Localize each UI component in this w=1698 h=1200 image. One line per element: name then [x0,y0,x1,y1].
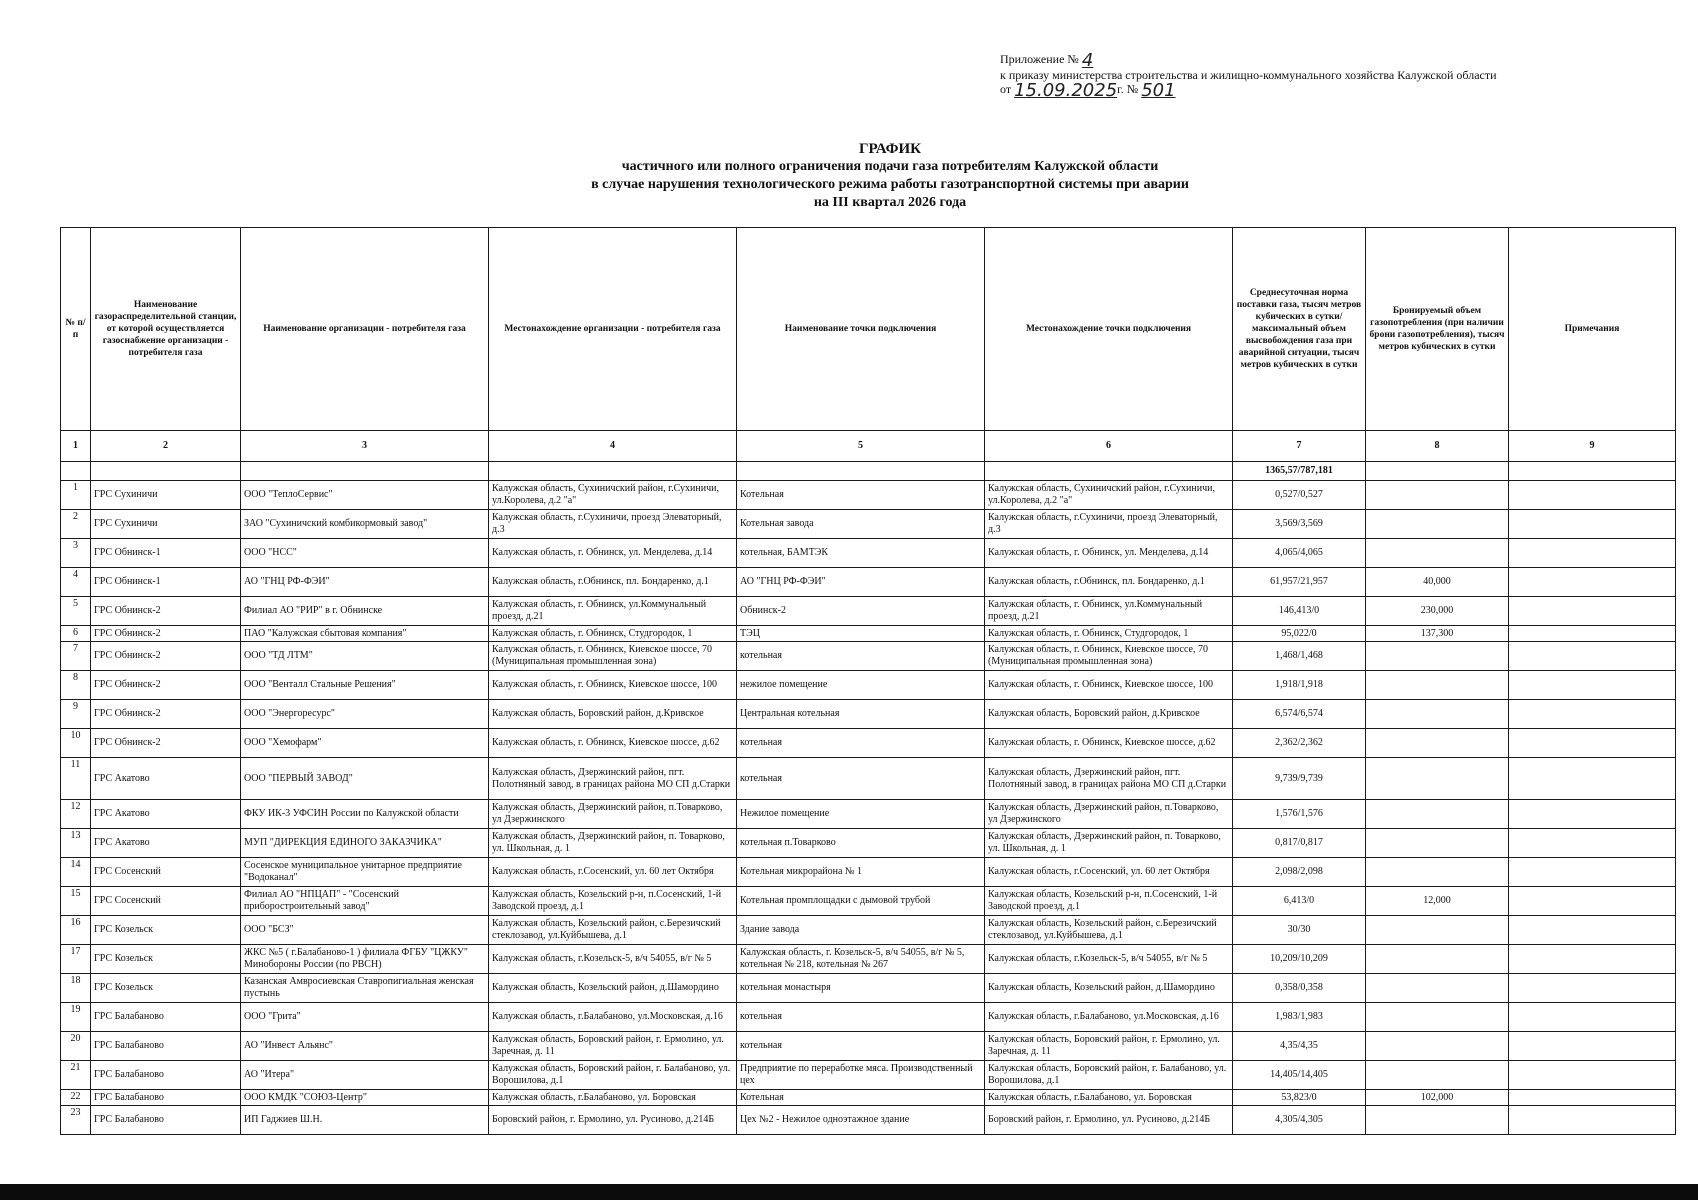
header-cell: Среднесуточная норма поставки газа, тысяч метров кубических в сутки/максимальный объем высвобождения газа при аварийной ситуации, тысяч метров кубических в сутки [1233,228,1366,431]
header-cell: Бронируемый объем газопотребления (при наличии брони газопотребления), тысяч метров кубических в сутки [1366,228,1509,431]
column-number: 4 [489,431,737,462]
title-main: ГРАФИК [858,141,922,157]
connection-point-cell: Котельная [737,1090,985,1106]
connection-point-cell: котельная, БАМТЭК [737,539,985,568]
organization-cell: ООО "Энергоресурс" [241,700,489,729]
row-number: 14 [61,858,91,887]
table-row [61,510,1676,539]
connection-point-cell: нежилое помещение [737,671,985,700]
reserved-volume-cell [1366,1032,1509,1061]
norm-cell: 2,098/2,098 [1233,858,1366,887]
connection-point-cell: котельная [737,729,985,758]
row-number: 3 [61,539,91,568]
norm-cell: 6,574/6,574 [1233,700,1366,729]
reserved-volume-cell [1366,671,1509,700]
header-cell: Наименование организации - потребителя газа [241,228,489,431]
note-cell [1509,916,1676,945]
org-location-cell: Калужская область, г. Обнинск, ул. Менделева, д.14 [489,539,737,568]
org-location-cell: Калужская область, г.Козельск-5, в/ч 54055, в/г № 5 [489,945,737,974]
point-location-cell: Калужская область, Боровский район, г. Балабаново, ул. Ворошилова, д.1 [985,1061,1233,1090]
reserved-volume-cell [1366,539,1509,568]
station-cell: ГРС Сосенский [91,887,241,916]
organization-cell: ЖКС №5 ( г.Балабаново-1 ) филиала ФГБУ "ЦЖКУ" Минобороны России (по РВСН) [241,945,489,974]
connection-point-cell: Котельная завода [737,510,985,539]
header-cell: Наименование газораспределительной станции, от которой осуществляется газоснабжение организации - потребителя газа [91,228,241,431]
column-number: 5 [737,431,985,462]
table-row [61,1003,1676,1032]
point-location-cell: Калужская область, г. Обнинск, Киевское шоссе, 100 [985,671,1233,700]
point-location-cell: Калужская область, г.Балабаново, ул.Московская, д.16 [985,1003,1233,1032]
norm-cell: 0,817/0,817 [1233,829,1366,858]
station-cell: ГРС Сухиничи [91,510,241,539]
reserved-volume-cell: 102,000 [1366,1090,1509,1106]
norm-cell: 0,527/0,527 [1233,481,1366,510]
empty-cell [1509,462,1676,481]
row-number: 11 [61,758,91,800]
organization-cell: ООО КМДК "СОЮЗ-Центр" [241,1090,489,1106]
appendix-line-3 [1000,80,1560,101]
appendix-label: Приложение № [1000,52,1079,66]
table-row [61,758,1676,800]
note-cell [1509,1106,1676,1135]
table-row [61,1090,1676,1106]
table-row [61,800,1676,829]
note-cell [1509,510,1676,539]
organization-cell: ООО "ТеплоСервис" [241,481,489,510]
station-cell: ГРС Козельск [91,916,241,945]
date-prefix: от [1000,82,1012,96]
organization-cell: ПАО "Калужская сбытовая компания" [241,626,489,642]
org-location-cell: Калужская область, Сухиничский район, г.Сухиничи, ул.Королева, д.2 "а" [489,481,737,510]
point-location-cell: Калужская область, г. Обнинск, ул. Менделева, д.14 [985,539,1233,568]
norm-cell: 14,405/14,405 [1233,1061,1366,1090]
connection-point-cell: котельная [737,758,985,800]
station-cell: ГРС Обнинск-2 [91,626,241,642]
header-cell: Примечания [1509,228,1676,431]
point-location-cell: Калужская область, г.Козельск-5, в/ч 54055, в/г № 5 [985,945,1233,974]
station-cell: ГРС Обнинск-1 [91,568,241,597]
reserved-volume-cell [1366,758,1509,800]
norm-cell: 1,468/1,468 [1233,642,1366,671]
point-location-cell: Калужская область, Козельский р-н, п.Сосенский, 1-й Заводской проезд, д.1 [985,887,1233,916]
table-row [61,729,1676,758]
station-cell: ГРС Обнинск-2 [91,671,241,700]
org-location-cell: Калужская область, Боровский район, г. Ермолино, ул. Заречная, д. 11 [489,1032,737,1061]
row-number: 21 [61,1061,91,1090]
org-location-cell: Калужская область, г. Обнинск, Киевское шоссе, д.62 [489,729,737,758]
row-number: 4 [61,568,91,597]
org-location-cell: Калужская область, Козельский район, д.Шамордино [489,974,737,1003]
organization-cell: ООО "ПЕРВЫЙ ЗАВОД" [241,758,489,800]
station-cell: ГРС Обнинск-2 [91,700,241,729]
note-cell [1509,539,1676,568]
column-number: 7 [1233,431,1366,462]
norm-cell: 61,957/21,957 [1233,568,1366,597]
point-location-cell: Калужская область, г.Сухиничи, проезд Элеваторный, д.3 [985,510,1233,539]
table-row [61,829,1676,858]
station-cell: ГРС Обнинск-1 [91,539,241,568]
table-row [61,858,1676,887]
organization-cell: Казанская Амвросиевская Ставропигиальная женская пустынь [241,974,489,1003]
document-title [0,140,1698,212]
connection-point-cell: Центральная котельная [737,700,985,729]
reserved-volume-cell: 230,000 [1366,597,1509,626]
appendix-block [1000,50,1560,101]
note-cell [1509,700,1676,729]
station-cell: ГРС Козельск [91,945,241,974]
reserved-volume-cell [1366,1003,1509,1032]
appendix-line-1 [1000,50,1560,71]
organization-cell: ООО "Грита" [241,1003,489,1032]
reserved-volume-cell: 137,300 [1366,626,1509,642]
scan-bottom-edge [0,1184,1698,1200]
row-number: 20 [61,1032,91,1061]
station-cell: ГРС Сосенский [91,858,241,887]
connection-point-cell: Котельная промплощадки с дымовой трубой [737,887,985,916]
org-location-cell: Калужская область, г.Сухиничи, проезд Элеваторный, д.3 [489,510,737,539]
org-location-cell: Калужская область, Боровский район, г. Балабаново, ул. Ворошилова, д.1 [489,1061,737,1090]
org-location-cell: Калужская область, г. Обнинск, Студгородок, 1 [489,626,737,642]
column-number-row [61,431,1676,462]
empty-cell [91,462,241,481]
norm-cell: 1,576/1,576 [1233,800,1366,829]
note-cell [1509,1061,1676,1090]
note-cell [1509,671,1676,700]
reserved-volume-cell: 40,000 [1366,568,1509,597]
point-location-cell: Калужская область, Дзержинский район, п.Товарково, ул Дзержинского [985,800,1233,829]
total-row [61,462,1676,481]
norm-cell: 9,739/9,739 [1233,758,1366,800]
table-row [61,626,1676,642]
organization-cell: Филиал АО "РИР" в г. Обнинске [241,597,489,626]
table-row [61,671,1676,700]
row-number: 23 [61,1106,91,1135]
org-location-cell: Калужская область, Дзержинский район, пгт. Полотняный завод, в границах района МО СП д.Старки [489,758,737,800]
reserved-volume-cell [1366,729,1509,758]
reserved-volume-cell [1366,829,1509,858]
norm-cell: 4,35/4,35 [1233,1032,1366,1061]
organization-cell: МУП "ДИРЕКЦИЯ ЕДИНОГО ЗАКАЗЧИКА" [241,829,489,858]
reserved-volume-cell [1366,945,1509,974]
table-row [61,1032,1676,1061]
column-number: 1 [61,431,91,462]
note-cell [1509,858,1676,887]
table-row [61,945,1676,974]
organization-cell: АО "Итера" [241,1061,489,1090]
connection-point-cell: котельная [737,1003,985,1032]
note-cell [1509,597,1676,626]
org-location-cell: Калужская область, г.Сосенский, ул. 60 лет Октября [489,858,737,887]
norm-cell: 95,022/0 [1233,626,1366,642]
header-cell: Местонахождение организации - потребителя газа [489,228,737,431]
norm-cell: 10,209/10,209 [1233,945,1366,974]
norm-cell: 53,823/0 [1233,1090,1366,1106]
appendix-line-2: к приказу министерства строительства и жилищно-коммунального хозяйства Калужской области [1000,68,1497,82]
connection-point-cell: Нежилое помещение [737,800,985,829]
note-cell [1509,945,1676,974]
point-location-cell: Калужская область, Боровский район, д.Кривское [985,700,1233,729]
title-line-3: на III квартал 2026 года [813,195,967,210]
connection-point-cell: котельная монастыря [737,974,985,1003]
norm-cell: 3,569/3,569 [1233,510,1366,539]
organization-cell: АО "ГНЦ РФ-ФЭИ" [241,568,489,597]
column-number: 3 [241,431,489,462]
appendix-number: 4 [1081,50,1094,71]
note-cell [1509,481,1676,510]
norm-cell: 2,362/2,362 [1233,729,1366,758]
organization-cell: ИП Гаджиев Ш.Н. [241,1106,489,1135]
reserved-volume-cell: 12,000 [1366,887,1509,916]
row-number: 17 [61,945,91,974]
station-cell: ГРС Козельск [91,974,241,1003]
organization-cell: ООО "НСС" [241,539,489,568]
table-row [61,974,1676,1003]
table-row [61,539,1676,568]
table-row [61,1106,1676,1135]
organization-cell: Сосенское муниципальное унитарное предприятие "Водоканал" [241,858,489,887]
reserved-volume-cell [1366,1106,1509,1135]
point-location-cell: Калужская область, г.Балабаново, ул. Боровская [985,1090,1233,1106]
norm-cell: 1,918/1,918 [1233,671,1366,700]
row-number: 9 [61,700,91,729]
reserved-volume-cell [1366,1061,1509,1090]
note-cell [1509,626,1676,642]
point-location-cell: Калужская область, г.Сосенский, ул. 60 лет Октября [985,858,1233,887]
note-cell [1509,568,1676,597]
row-number: 5 [61,597,91,626]
note-cell [1509,974,1676,1003]
empty-cell [737,462,985,481]
connection-point-cell: Предприятие по переработке мяса. Производственный цех [737,1061,985,1090]
header-cell: Местонахождение точки подключения [985,228,1233,431]
title-line-1: частичного или полного ограничения подачи газа потребителям Калужской области [621,159,1159,174]
header-cell: Наименование точки подключения [737,228,985,431]
organization-cell: Филиал АО "НПЦАП" - "Сосенский приборостроительный завод" [241,887,489,916]
column-number: 8 [1366,431,1509,462]
connection-point-cell: АО "ГНЦ РФ-ФЭИ" [737,568,985,597]
row-number: 22 [61,1090,91,1106]
table-row [61,700,1676,729]
station-cell: ГРС Акатово [91,829,241,858]
organization-cell: ООО "Хемофарм" [241,729,489,758]
empty-cell [489,462,737,481]
point-location-cell: Калужская область, г. Обнинск, Киевское шоссе, д.62 [985,729,1233,758]
order-number-prefix: г. № [1117,82,1139,96]
row-number: 15 [61,887,91,916]
org-location-cell: Калужская область, г.Балабаново, ул. Боровская [489,1090,737,1106]
row-number: 16 [61,916,91,945]
table-row [61,568,1676,597]
norm-cell: 146,413/0 [1233,597,1366,626]
org-location-cell: Калужская область, Козельский район, с.Березичский стеклозавод, ул.Куйбышева, д.1 [489,916,737,945]
org-location-cell: Калужская область, г.Обнинск, пл. Бондаренко, д.1 [489,568,737,597]
note-cell [1509,1032,1676,1061]
connection-point-cell: Котельная [737,481,985,510]
connection-point-cell: Здание завода [737,916,985,945]
org-location-cell: Калужская область, г. Обнинск, Киевское шоссе, 70 (Муниципальная промышленная зона) [489,642,737,671]
point-location-cell: Калужская область, Сухиничский район, г.Сухиничи, ул.Королева, д.2 "а" [985,481,1233,510]
organization-cell: ФКУ ИК-3 УФСИН России по Калужской области [241,800,489,829]
organization-cell: ООО "Венталл Стальные Решения" [241,671,489,700]
org-location-cell: Калужская область, Дзержинский район, п.Товарково, ул Дзержинского [489,800,737,829]
row-number: 8 [61,671,91,700]
point-location-cell: Калужская область, Козельский район, д.Шамордино [985,974,1233,1003]
empty-cell [241,462,489,481]
header-row [61,228,1676,431]
connection-point-cell: котельная [737,642,985,671]
reserved-volume-cell [1366,481,1509,510]
table-row [61,1061,1676,1090]
empty-cell [61,462,91,481]
note-cell [1509,642,1676,671]
norm-cell: 4,065/4,065 [1233,539,1366,568]
org-location-cell: Боровский район, г. Ермолино, ул. Русиново, д.214Б [489,1106,737,1135]
row-number: 2 [61,510,91,539]
row-number: 12 [61,800,91,829]
organization-cell: ООО "БСЗ" [241,916,489,945]
note-cell [1509,1090,1676,1106]
note-cell [1509,829,1676,858]
point-location-cell: Калужская область, Дзержинский район, п. Товарково, ул. Школьная, д. 1 [985,829,1233,858]
station-cell: ГРС Акатово [91,758,241,800]
norm-cell: 0,358/0,358 [1233,974,1366,1003]
org-location-cell: Калужская область, г. Обнинск, ул.Коммунальный проезд, д.21 [489,597,737,626]
station-cell: ГРС Обнинск-2 [91,642,241,671]
note-cell [1509,887,1676,916]
reserved-volume-cell [1366,510,1509,539]
org-location-cell: Калужская область, Боровский район, д.Кривское [489,700,737,729]
table-row [61,887,1676,916]
point-location-cell: Калужская область, г. Обнинск, Киевское шоссе, 70 (Муниципальная промышленная зона) [985,642,1233,671]
norm-cell: 4,305/4,305 [1233,1106,1366,1135]
point-location-cell: Калужская область, Козельский район, с.Березичский стеклозавод, ул.Куйбышева, д.1 [985,916,1233,945]
empty-cell [1366,462,1509,481]
order-number: 501 [1141,80,1176,101]
reserved-volume-cell [1366,858,1509,887]
station-cell: ГРС Балабаново [91,1090,241,1106]
point-location-cell: Калужская область, г. Обнинск, Студгородок, 1 [985,626,1233,642]
connection-point-cell: Калужская область, г. Козельск-5, в/ч 54055, в/г № 5, котельная № 218, котельная № 267 [737,945,985,974]
row-number: 18 [61,974,91,1003]
note-cell [1509,729,1676,758]
connection-point-cell: Котельная микрорайона № 1 [737,858,985,887]
empty-cell [985,462,1233,481]
note-cell [1509,758,1676,800]
row-number: 19 [61,1003,91,1032]
point-location-cell: Калужская область, г. Обнинск, ул.Коммунальный проезд, д.21 [985,597,1233,626]
organization-cell: ЗАО "Сухиничский комбикормовый завод" [241,510,489,539]
row-number: 13 [61,829,91,858]
org-location-cell: Калужская область, Дзержинский район, п. Товарково, ул. Школьная, д. 1 [489,829,737,858]
org-location-cell: Калужская область, г.Балабаново, ул.Московская, д.16 [489,1003,737,1032]
organization-cell: ООО "ТД ЛТМ" [241,642,489,671]
norm-cell: 1,983/1,983 [1233,1003,1366,1032]
reserved-volume-cell [1366,974,1509,1003]
table-row [61,642,1676,671]
reserved-volume-cell [1366,916,1509,945]
point-location-cell: Боровский район, г. Ермолино, ул. Русиново, д.214Б [985,1106,1233,1135]
column-number: 9 [1509,431,1676,462]
station-cell: ГРС Балабаново [91,1032,241,1061]
org-location-cell: Калужская область, Козельский р-н, п.Сосенский, 1-й Заводской проезд, д.1 [489,887,737,916]
note-cell [1509,1003,1676,1032]
table-row [61,597,1676,626]
row-number: 6 [61,626,91,642]
reserved-volume-cell [1366,642,1509,671]
connection-point-cell: Обнинск-2 [737,597,985,626]
station-cell: ГРС Обнинск-2 [91,729,241,758]
column-number: 2 [91,431,241,462]
table-row [61,916,1676,945]
station-cell: ГРС Балабаново [91,1003,241,1032]
connection-point-cell: котельная [737,1032,985,1061]
station-cell: ГРС Балабаново [91,1061,241,1090]
header-cell: № п/п [61,228,91,431]
organization-cell: АО "Инвест Альянс" [241,1032,489,1061]
note-cell [1509,800,1676,829]
schedule-table [60,227,1676,1135]
station-cell: ГРС Акатово [91,800,241,829]
norm-cell: 6,413/0 [1233,887,1366,916]
point-location-cell: Калужская область, Боровский район, г. Ермолино, ул. Заречная, д. 11 [985,1032,1233,1061]
norm-cell: 30/30 [1233,916,1366,945]
connection-point-cell: ТЭЦ [737,626,985,642]
reserved-volume-cell [1366,700,1509,729]
title-line-2: в случае нарушения технологического режима работы газотранспортной системы при аварии [591,177,1189,192]
station-cell: ГРС Сухиничи [91,481,241,510]
column-number: 6 [985,431,1233,462]
row-number: 10 [61,729,91,758]
row-number: 1 [61,481,91,510]
station-cell: ГРС Балабаново [91,1106,241,1135]
point-location-cell: Калужская область, г.Обнинск, пл. Бондаренко, д.1 [985,568,1233,597]
order-date: 15.09.2025 [1014,80,1118,101]
reserved-volume-cell [1366,800,1509,829]
table-row [61,481,1676,510]
org-location-cell: Калужская область, г. Обнинск, Киевское шоссе, 100 [489,671,737,700]
connection-point-cell: Цех №2 - Нежилое одноэтажное здание [737,1106,985,1135]
station-cell: ГРС Обнинск-2 [91,597,241,626]
row-number: 7 [61,642,91,671]
connection-point-cell: котельная п.Товарково [737,829,985,858]
total-norm: 1365,57/787,181 [1233,462,1366,481]
point-location-cell: Калужская область, Дзержинский район, пгт. Полотняный завод, в границах района МО СП д.Старки [985,758,1233,800]
